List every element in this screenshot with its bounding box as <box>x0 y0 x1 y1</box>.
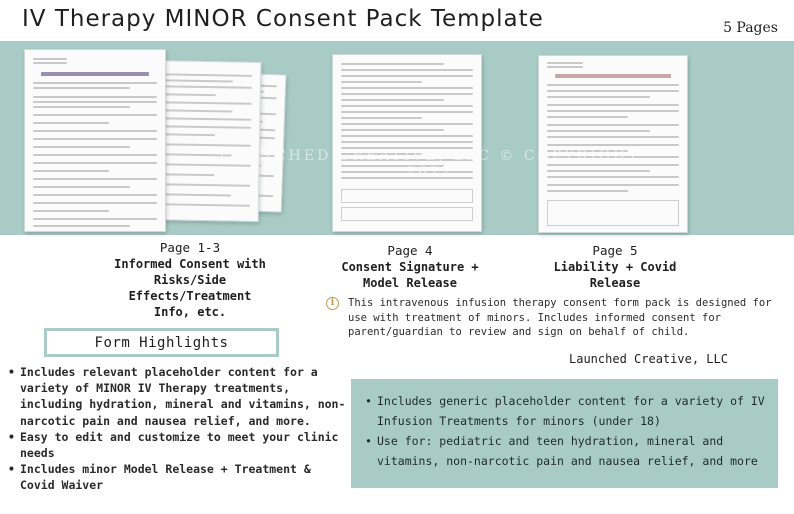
caption-page-label: Page 1-3 <box>159 240 221 255</box>
document-preview-page-4 <box>332 54 482 232</box>
caption-line: Informed Consent with <box>114 257 266 271</box>
list-item: • Includes minor Model Release + Treatment & Covid Waiver <box>8 461 348 493</box>
list-item: • Easy to edit and customize to meet your clinic needs <box>8 429 348 461</box>
caption-page-label: Page 5 <box>592 243 638 258</box>
caption-line: Release <box>589 276 641 290</box>
caption-line: Consent Signature + <box>341 260 479 274</box>
caption-line: Model Release <box>363 276 457 290</box>
company-name: Launched Creative, LLC <box>569 352 728 366</box>
caption-page-5 <box>540 243 690 291</box>
info-icon: i <box>326 297 339 310</box>
features-panel <box>351 379 778 488</box>
form-highlights-heading: Form Highlights <box>44 328 279 357</box>
caption-line: Info, etc. <box>153 305 227 319</box>
document-preview-page-1 <box>24 49 166 232</box>
document-preview-page-5 <box>538 55 688 233</box>
features-list <box>365 391 770 471</box>
caption-page-4 <box>320 243 500 291</box>
caption-line: Risks/Side Effects/Treatment <box>128 273 252 303</box>
list-item: • Includes relevant placeholder content for a variety of MINOR IV Therapy treatments, including hydration, mineral and vitamins, non-narcotic pain and nausea relief, and more. <box>8 364 348 429</box>
info-note: This intravenous infusion therapy consent form pack is designed for use with treatment of minors. Includes informed consent for parent/guardian to review and sign on behalf of child. <box>348 297 772 338</box>
highlights-list <box>8 364 348 494</box>
caption-pages-1-3 <box>90 240 290 320</box>
copyright-watermark: LAUNCHED CREATIVE, LLC © COPYRIGHT 2022 <box>219 148 641 180</box>
page-count-label: 5 Pages <box>723 20 778 36</box>
list-item: • Includes generic placeholder content for a variety of IV Infusion Treatments for minors (under 18) <box>365 391 770 431</box>
page-title: IV Therapy MINOR Consent Pack Template <box>22 6 544 32</box>
caption-line: Liability + Covid <box>553 260 677 274</box>
caption-page-label: Page 4 <box>387 243 433 258</box>
list-item: • Use for: pediatric and teen hydration, mineral and vitamins, non-narcotic pain and nausea relief, and more <box>365 431 770 471</box>
